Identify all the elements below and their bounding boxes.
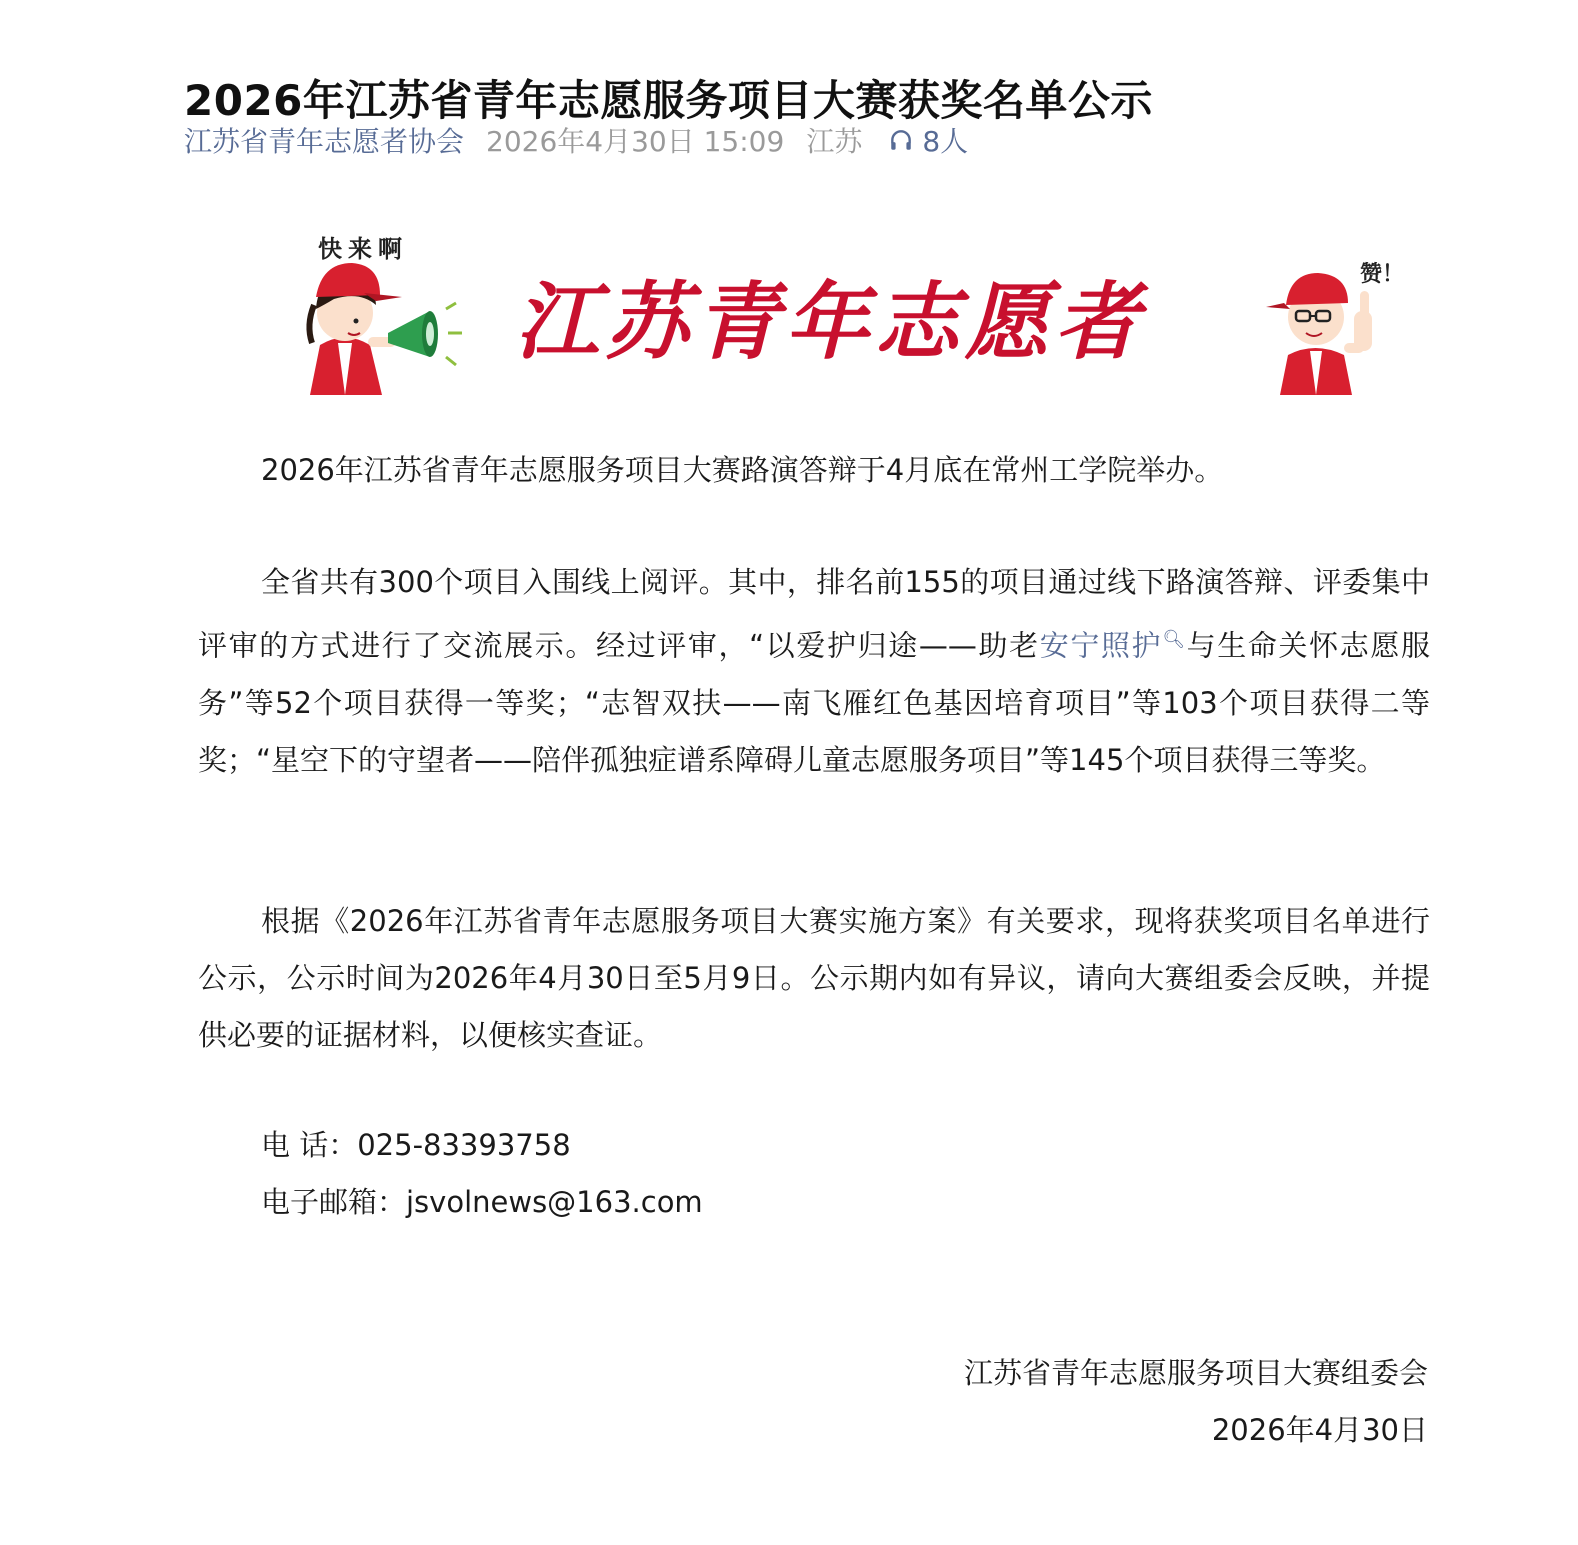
banner-praise-text: 赞！ xyxy=(1359,262,1404,287)
search-icon[interactable]: 🔍︎ xyxy=(1162,629,1187,650)
banner-shout-text: 快来啊 xyxy=(318,235,408,263)
paragraph-results-text-a: 全省共有300个项目入围线上阅评。其中，排名前155的项目通过线下路演答辩、评委集中评审的方式进行了交流展示。经过评审，“以爱护归途——助老 xyxy=(198,565,1430,663)
volunteer-banner-image xyxy=(290,225,1410,395)
paragraph-intro: 2026年江苏省青年志愿服务项目大赛路演答辩于4月底在常州工学院举办。 xyxy=(261,453,1224,487)
keyword-search-link[interactable]: 安宁照护 xyxy=(1039,628,1163,663)
publish-time: 2026年4月30日 15:09 xyxy=(486,125,785,158)
account-name-link[interactable]: 江苏省青年志愿者协会 xyxy=(184,125,465,158)
article-title: 2026年江苏省青年志愿服务项目大赛获奖名单公示 xyxy=(184,76,1153,126)
listen-count: 8人 xyxy=(922,125,969,158)
publish-region: 江苏 xyxy=(806,125,863,158)
signature-date: 2026年4月30日 xyxy=(1211,1413,1428,1447)
signature-org: 江苏省青年志愿服务项目大赛组委会 xyxy=(963,1356,1428,1390)
contact-email: 电子邮箱：jsvolnews@163.com xyxy=(261,1185,703,1219)
paragraph-results xyxy=(198,554,1430,789)
listen-button[interactable] xyxy=(888,120,968,160)
paragraph-results-text-b: 与生命关怀志愿服务”等52个项目获得一等奖；“志智双扶——南飞雁红色基因培育项目”等103个项目获得二等奖；“星空下的守望者——陪伴孤独症谱系障碍儿童志愿服务项目”等145个项目获得三等奖。 xyxy=(198,628,1430,777)
contact-info xyxy=(198,1117,1430,1231)
article-meta xyxy=(184,120,968,160)
paragraph-announcement: 根据《2026年江苏省青年志愿服务项目大赛实施方案》有关要求，现将获奖项目名单进行公示，公示时间为2026年4月30日至5月9日。公示期内如有异议，请向大赛组委会反映，并提供必要的证据材料，以便核实查证。 xyxy=(198,904,1430,1052)
contact-phone: 电 话：025-83393758 xyxy=(261,1128,571,1162)
signature-block xyxy=(964,1345,1428,1459)
banner-slogan: 江苏青年志愿者 xyxy=(515,272,1146,371)
headphones-icon xyxy=(888,127,914,153)
